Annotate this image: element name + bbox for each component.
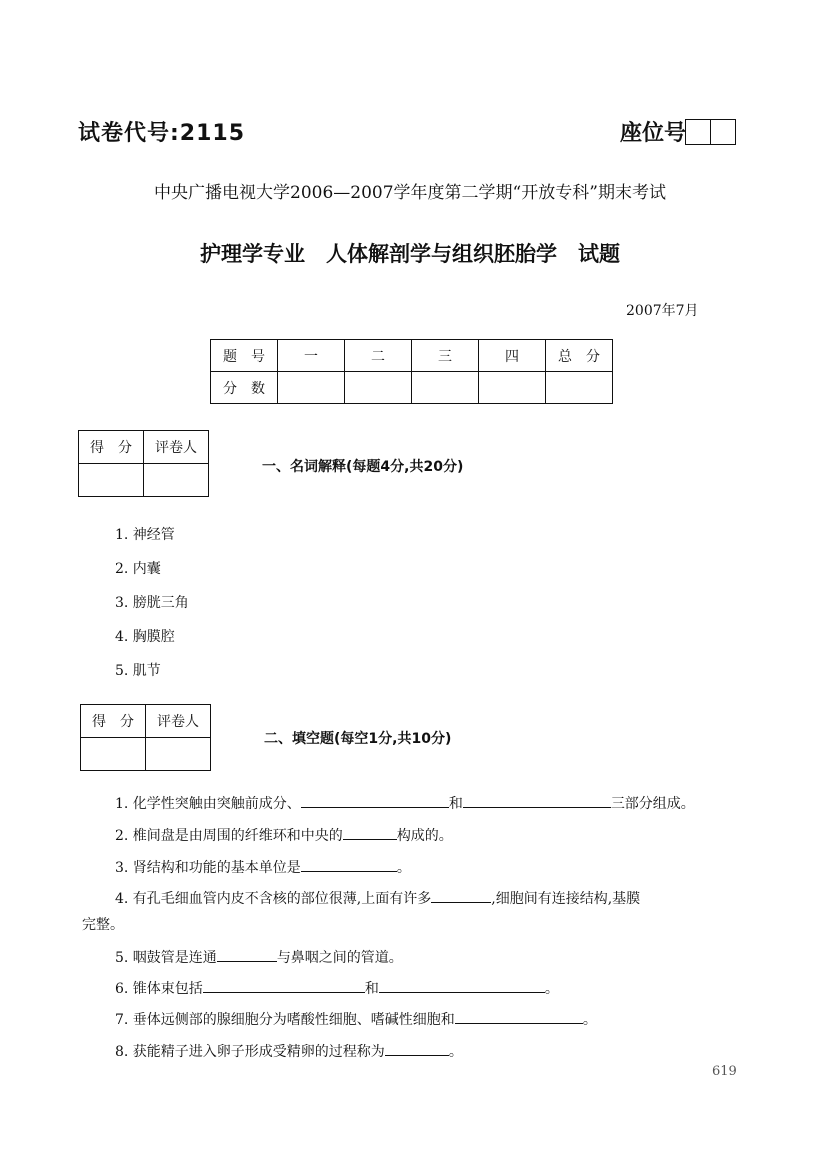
answer-blank (203, 977, 365, 993)
fill-question-2 (115, 824, 453, 847)
grader-score-label: 得 分 (79, 431, 144, 464)
fill-question-6 (115, 977, 559, 1000)
fill-question-4-continued (82, 914, 124, 936)
paper-code: 试卷代号:2115 (78, 121, 246, 146)
question-text: 。 (544, 981, 559, 997)
answer-blank (431, 887, 491, 903)
answer-blank (463, 792, 611, 808)
question-text: 与鼻咽之间的管道。 (276, 950, 403, 966)
score-input-cell (345, 372, 412, 404)
fill-question-1 (115, 792, 695, 815)
grader-name-cell (146, 738, 211, 771)
question-text: 6. 锥体束包括 (115, 981, 203, 997)
grader-name-label: 评卷人 (144, 431, 209, 464)
answer-blank (455, 1008, 583, 1024)
seat-number (620, 116, 736, 147)
question-text: 5. 咽鼓管是连通 (115, 950, 217, 966)
score-input-cell (412, 372, 479, 404)
list-item: 4. 胸膜腔 (115, 629, 175, 645)
question-text: 和 (448, 796, 463, 812)
fill-question-4 (115, 887, 640, 910)
list-item: 2. 内囊 (115, 561, 161, 577)
grader-score-cell (79, 464, 144, 497)
answer-blank (301, 856, 397, 872)
question-text: 完整。 (82, 917, 124, 933)
exam-title: 护理学专业 人体解剖学与组织胚胎学 试题 (200, 242, 620, 266)
score-table-cell: 二 (345, 340, 412, 372)
question-text: 。 (582, 1012, 597, 1028)
seat-label: 座位号 (620, 121, 687, 146)
question-text: 。 (396, 860, 411, 876)
score-input-cell (278, 372, 345, 404)
list-item: 1. 神经管 (115, 527, 175, 543)
fill-question-8 (115, 1040, 463, 1063)
score-table-cell: 一 (278, 340, 345, 372)
question-text: 和 (364, 981, 379, 997)
score-table-cell: 四 (479, 340, 546, 372)
seat-box-2 (710, 119, 736, 145)
answer-blank (385, 1040, 449, 1056)
grader-name-cell (144, 464, 209, 497)
section2-title: 二、填空题(每空1分,共10分) (264, 731, 452, 747)
score-table-cell: 分 数 (211, 372, 278, 404)
grader-score-cell (81, 738, 146, 771)
score-table-cell: 总 分 (546, 340, 613, 372)
question-text: 3. 肾结构和功能的基本单位是 (115, 860, 301, 876)
answer-blank (343, 824, 397, 840)
question-text: 1. 化学性突触由突触前成分、 (115, 796, 301, 812)
answer-blank (217, 946, 277, 962)
score-table-cell: 题 号 (211, 340, 278, 372)
section1-title: 一、名词解释(每题4分,共20分) (262, 459, 464, 475)
question-text: ,细胞间有连接结构,基膜 (491, 891, 641, 907)
question-text: 。 (448, 1044, 463, 1060)
question-text: 4. 有孔毛细血管内皮不含核的部位很薄,上面有许多 (115, 891, 432, 907)
question-text: 2. 椎间盘是由周围的纤维环和中央的 (115, 828, 343, 844)
question-text: 构成的。 (396, 828, 453, 844)
list-item: 5. 肌节 (115, 663, 161, 679)
list-item: 3. 膀胱三角 (115, 595, 189, 611)
answer-blank (379, 977, 545, 993)
fill-question-5 (115, 946, 403, 969)
score-table-cell: 三 (412, 340, 479, 372)
fill-question-3 (115, 856, 411, 879)
question-text: 7. 垂体远侧部的腺细胞分为嗜酸性细胞、嗜碱性细胞和 (115, 1012, 455, 1028)
question-text: 8. 获能精子进入卵子形成受精卵的过程称为 (115, 1044, 385, 1060)
question-text: 三部分组成。 (610, 796, 695, 812)
score-table-score-row (211, 372, 613, 404)
score-input-cell (479, 372, 546, 404)
exam-date: 2007年7月 (626, 303, 699, 319)
score-table (210, 339, 613, 404)
exam-subtitle: 中央广播电视大学2006—2007学年度第二学期“开放专科”期末考试 (154, 183, 666, 203)
grader-name-label: 评卷人 (146, 705, 211, 738)
page-number: 619 (712, 1064, 737, 1079)
answer-blank (301, 792, 449, 808)
grader-score-label: 得 分 (81, 705, 146, 738)
score-input-cell (546, 372, 613, 404)
fill-question-7 (115, 1008, 597, 1031)
seat-box-1 (685, 119, 711, 145)
grader-box-section2 (80, 704, 211, 771)
grader-box-section1 (78, 430, 209, 497)
score-table-header-row (211, 340, 613, 372)
